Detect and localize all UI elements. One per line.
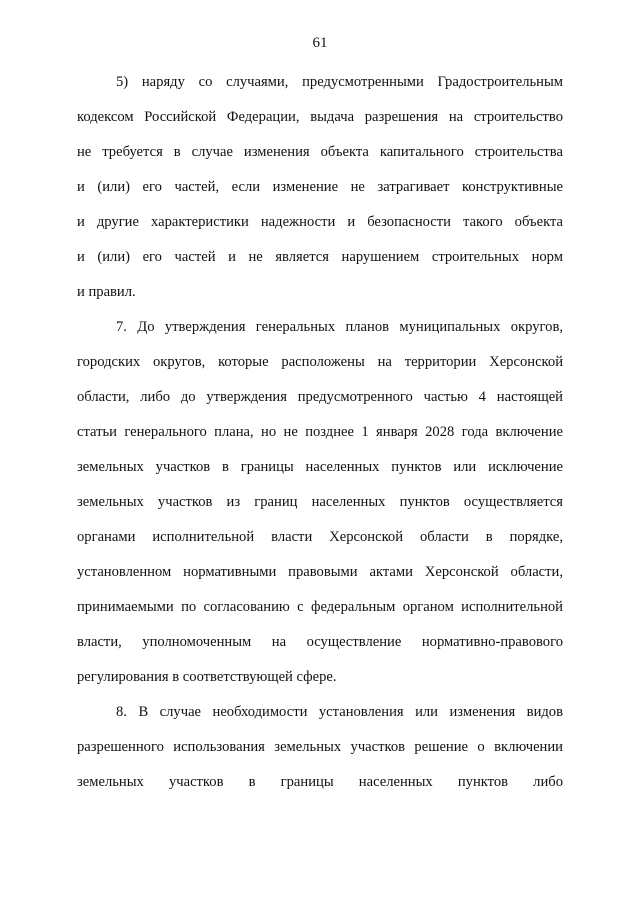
paragraph-7-line-7: органами исполнительной власти Херсонской области в порядке,: [77, 529, 563, 545]
paragraph-8-line-2: разрешенного использования земельных участков решение о включении: [77, 739, 563, 755]
paragraph-5-line-4: и (или) его частей, если изменение не затрагивает конструктивные: [77, 179, 563, 195]
paragraph-7-line-10: власти, уполномоченным на осуществление нормативно-правового: [77, 634, 563, 650]
paragraph-7-line-3: области, либо до утверждения предусмотренного частью 4 настоящей: [77, 389, 563, 405]
paragraph-7-line-8: установленном нормативными правовыми актами Херсонской области,: [77, 564, 563, 580]
paragraph-5-line-5: и другие характеристики надежности и безопасности такого объекта: [77, 214, 563, 230]
paragraph-7-line-11: регулирования в соответствующей сфере.: [77, 669, 337, 685]
paragraph-5-line-1: 5) наряду со случаями, предусмотренными Градостроительным: [116, 74, 563, 90]
paragraph-5-line-7: и правил.: [77, 284, 136, 300]
paragraph-7-line-9: принимаемыми по согласованию с федеральным органом исполнительной: [77, 599, 563, 615]
paragraph-7-line-1: 7. До утверждения генеральных планов муниципальных округов,: [116, 319, 563, 335]
paragraph-7-line-2: городских округов, которые расположены на территории Херсонской: [77, 354, 563, 370]
page-number: 61: [312, 35, 328, 51]
paragraph-7-line-5: земельных участков в границы населенных пунктов или исключение: [77, 459, 563, 475]
paragraph-5-line-6: и (или) его частей и не является нарушением строительных норм: [77, 249, 563, 265]
paragraph-8-line-1: 8. В случае необходимости установления или изменения видов: [116, 704, 563, 720]
paragraph-5-line-2: кодексом Российской Федерации, выдача разрешения на строительство: [77, 109, 563, 125]
paragraph-5-line-3: не требуется в случае изменения объекта капитального строительства: [77, 144, 563, 160]
paragraph-8-line-3: земельных участков в границы населенных пунктов либо: [77, 774, 563, 790]
paragraph-7-line-4: статьи генерального плана, но не позднее 1 января 2028 года включение: [77, 424, 563, 440]
paragraph-7-line-6: земельных участков из границ населенных пунктов осуществляется: [77, 494, 563, 510]
